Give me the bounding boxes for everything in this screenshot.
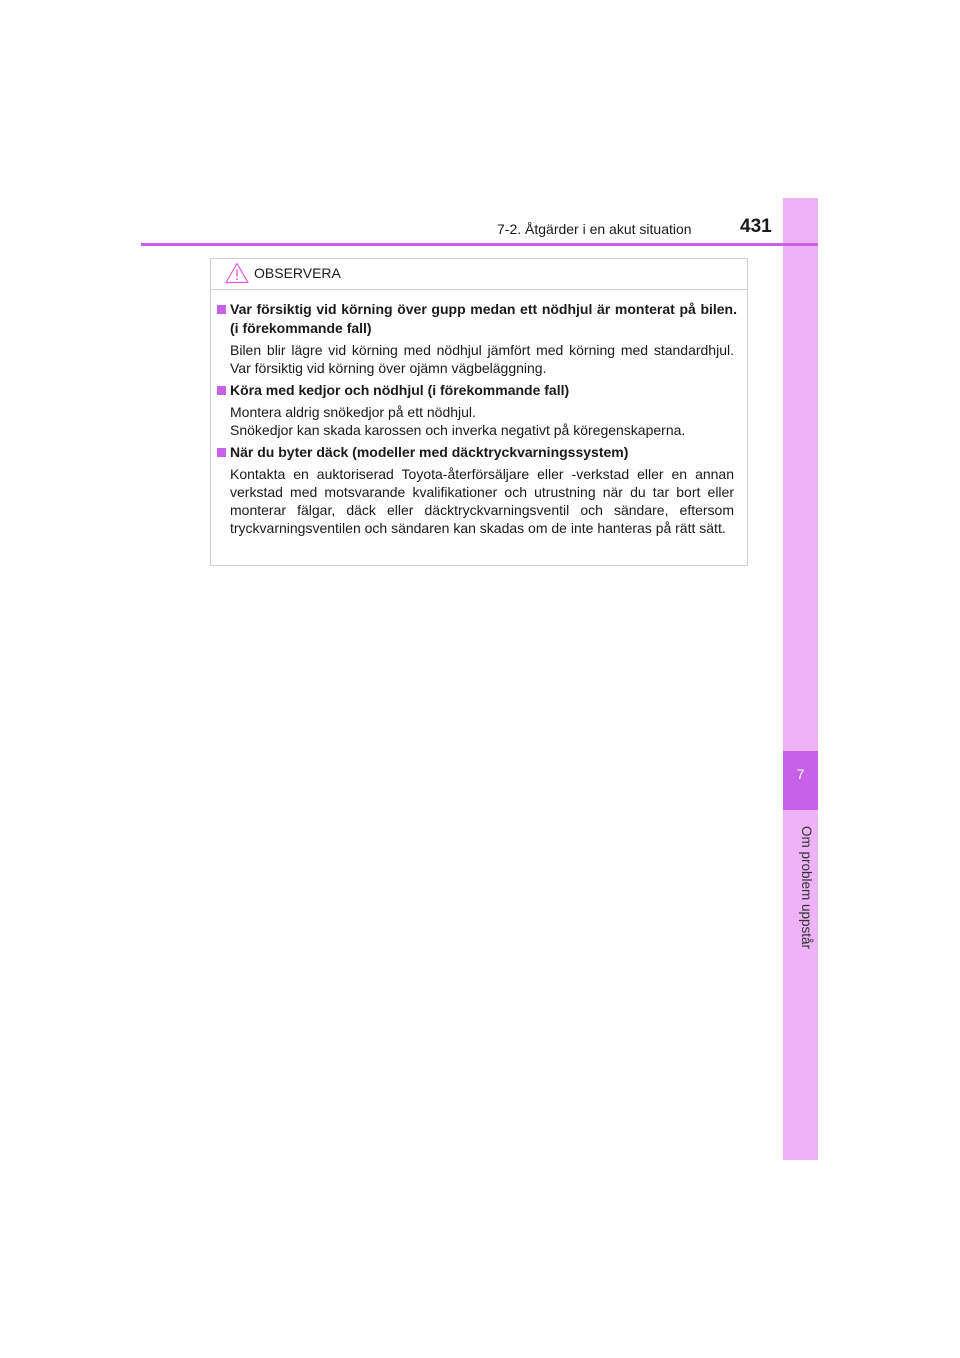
header-rule: [141, 243, 818, 246]
caution-paragraph: Bilen blir lägre vid körning med nödhjul jämfört med körning med standardhjul. Var försiktig vid körning över ojämn vägbeläggning.: [230, 342, 734, 376]
caution-header: [211, 259, 747, 290]
caution-item-heading-text: När du byter däck (modeller med däcktryckvarningssystem): [230, 444, 629, 460]
section-title: 7-2. Åtgärder i en akut situation: [497, 221, 692, 237]
warning-triangle-icon: [225, 262, 249, 284]
caution-body: [211, 290, 747, 537]
square-bullet-icon: [217, 386, 226, 395]
caution-item-heading-text: Köra med kedjor och nödhjul (i förekommande fall): [230, 382, 570, 398]
square-bullet-icon: [217, 305, 226, 314]
caution-paragraph: Kontakta en auktoriserad Toyota-återförsäljare eller -verkstad eller en annan verkstad med motsvarande kvalifikationer och utrustning när du tar bort eller monterar fälgar, däck eller däcktryckvarningsventil och sändare, eftersom tryckvarningsventilen och sändaren kan skadas om de inte hanteras på rätt sätt.: [230, 466, 734, 536]
chapter-title: Om problem uppstår: [799, 826, 814, 950]
caution-item-body: [217, 403, 737, 439]
page-number: 431: [740, 216, 772, 237]
caution-paragraph: Snökedjor kan skada karossen och inverka negativt på köregenskaperna.: [230, 422, 686, 438]
caution-item-heading: [217, 300, 737, 338]
chapter-number: 7: [796, 766, 805, 782]
caution-item-body: [217, 341, 737, 377]
caution-box: [210, 258, 748, 566]
square-bullet-icon: [217, 448, 226, 457]
caution-item-heading: [217, 443, 737, 462]
caution-item-heading: [217, 381, 737, 400]
caution-paragraph: Montera aldrig snökedjor på ett nödhjul.: [230, 404, 476, 420]
caution-item-heading-text: Var försiktig vid körning över gupp medan ett nödhjul är monterat på bilen. (i förekommande fall): [230, 301, 737, 336]
caution-title: OBSERVERA: [254, 265, 341, 281]
caution-item-body: [217, 465, 737, 537]
chapter-side-tab: [783, 198, 818, 1160]
